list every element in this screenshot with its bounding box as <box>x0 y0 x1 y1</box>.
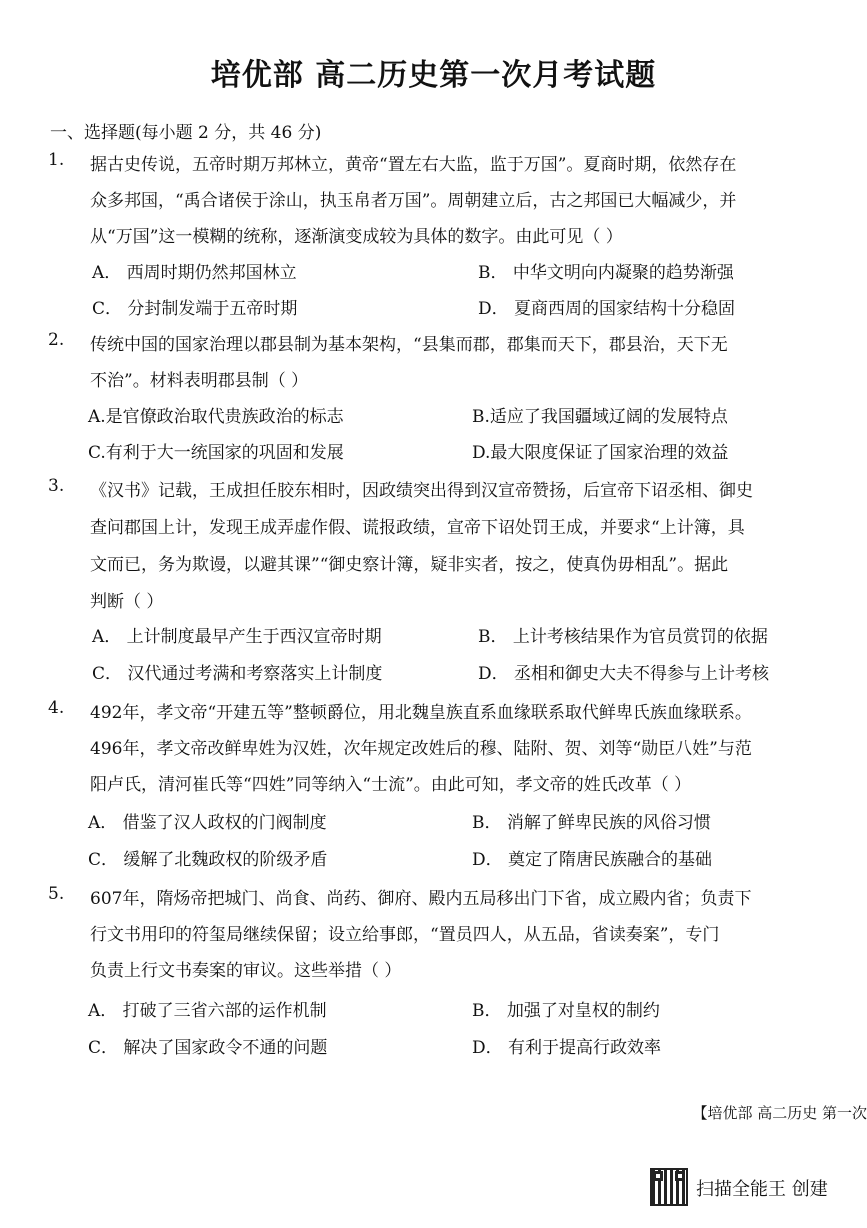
question-text-line: 从“万国”这一模糊的统称，逐渐演变成较为具体的数字。由此可见（ ） <box>90 227 623 247</box>
question-number: 1. <box>48 150 65 170</box>
question-text-line: 496年，孝文帝改鲜卑姓为汉姓，次年规定改姓后的穆、陆附、贺、刘等“勋臣八姓”与范 <box>90 739 752 759</box>
option-b: B． 上计考核结果作为官员赏罚的依据 <box>478 627 768 647</box>
section-heading: 一、选择题(每小题 2 分，共 46 分) <box>50 123 322 143</box>
question-text-line: 判断（ ） <box>90 592 164 612</box>
option-a: A.是官僚政治取代贵族政治的标志 <box>88 407 344 427</box>
option-a: A． 上计制度最早产生于西汉宣帝时期 <box>92 627 382 647</box>
page-footer: 【培优部 高二历史 第一次 <box>692 1104 867 1122</box>
question-text-line: 492年，孝文帝“开建五等”整顿爵位，用北魏皇族直系血缘联系取代鲜卑氏族血缘联系。 <box>90 703 752 723</box>
question-text-line: 不治”。材料表明郡县制（ ） <box>90 371 309 391</box>
option-d: D． 奠定了隋唐民族融合的基础 <box>472 850 713 870</box>
question-text-line: 传统中国的国家治理以郡县制为基本架构，“县集而郡，郡集而天下，郡县治，天下无 <box>90 335 728 355</box>
option-a: A． 借鉴了汉人政权的门阀制度 <box>88 813 327 833</box>
page-title: 培优部 高二历史第一次月考试题 <box>210 58 657 93</box>
question-text-line: 负责上行文书奏案的审议。这些举措（ ） <box>90 961 402 981</box>
question-text-line: 文而已，务为欺谩，以避其课”“御史察计簿，疑非实者，按之，使真伪毋相乱”。据此 <box>90 555 729 575</box>
question-text-line: 《汉书》记载，王成担任胶东相时，因政绩突出得到汉宣帝赞扬，后宣帝下诏丞相、御史 <box>90 481 753 501</box>
option-b: B． 消解了鲜卑民族的风俗习惯 <box>472 813 711 833</box>
question-number: 4. <box>48 698 65 718</box>
option-c: C.有利于大一统国家的巩固和发展 <box>88 443 344 463</box>
question-text-line: 行文书用印的符玺局继续保留；设立给事郎，“置员四人，从五品，省读奏案”，专门 <box>90 925 720 945</box>
scanner-label: 扫描全能王 创建 <box>696 1179 828 1200</box>
option-b: B． 中华文明向内凝聚的趋势渐强 <box>478 263 734 283</box>
option-d: D． 有利于提高行政效率 <box>472 1038 662 1058</box>
option-c: C． 解决了国家政令不通的问题 <box>88 1038 328 1058</box>
option-d: D.最大限度保证了国家治理的效益 <box>472 443 729 463</box>
question-text-line: 607年，隋炀帝把城门、尚食、尚药、御府、殿内五局移出门下省，成立殿内省；负责下 <box>90 889 752 909</box>
option-c: C． 汉代通过考满和考察落实上计制度 <box>92 664 383 684</box>
question-text-line: 查问郡国上计，发现王成弄虚作假、谎报政绩，宣帝下诏处罚王成，并要求“上计簿，具 <box>90 518 745 538</box>
option-d: D． 夏商西周的国家结构十分稳固 <box>478 299 736 319</box>
question-text-line: 据古史传说，五帝时期万邦林立，黄帝“置左右大监，监于万国”。夏商时期，依然存在 <box>90 155 737 175</box>
option-d: D． 丞相和御史大夫不得参与上计考核 <box>478 664 770 684</box>
option-a: A． 西周时期仍然邦国林立 <box>92 263 297 283</box>
question-number: 3. <box>48 476 65 496</box>
question-text-line: 众多邦国，“禹合诸侯于涂山，执玉帛者万国”。周朝建立后，古之邦国已大幅减少，并 <box>90 191 737 211</box>
option-c: C． 分封制发端于五帝时期 <box>92 299 298 319</box>
question-number: 2. <box>48 330 65 350</box>
option-a: A． 打破了三省六部的运作机制 <box>88 1001 327 1021</box>
option-b: B.适应了我国疆域辽阔的发展特点 <box>472 407 728 427</box>
qr-code-icon <box>652 1170 686 1204</box>
question-text-line: 阳卢氏，清河崔氏等“四姓”同等纳入“士流”。由此可知，孝文帝的姓氏改革（ ） <box>90 775 692 795</box>
question-number: 5. <box>48 884 65 904</box>
option-c: C． 缓解了北魏政权的阶级矛盾 <box>88 850 328 870</box>
option-b: B． 加强了对皇权的制约 <box>472 1001 660 1021</box>
